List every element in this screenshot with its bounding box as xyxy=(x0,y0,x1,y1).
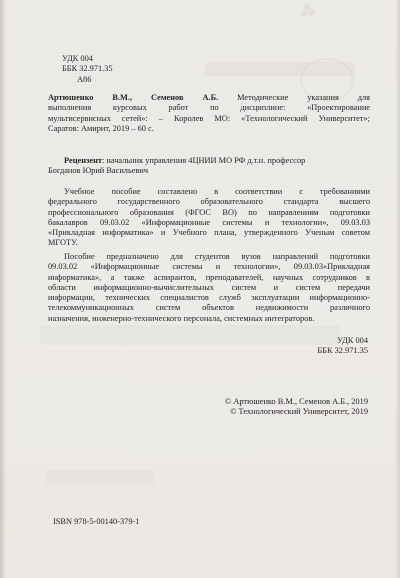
page-left-shadow xyxy=(0,0,6,578)
paragraph-line: МГОТУ. xyxy=(48,238,78,248)
isbn-block xyxy=(53,517,253,527)
citation-line: Саратов: Амирит, 2019 – 60 с. xyxy=(48,123,154,133)
paragraph-line: профессионального образования (ФГОС ВО) по направлениям подготовки xyxy=(48,207,370,217)
classification-block xyxy=(62,54,182,85)
reviewer-label: Рецензент xyxy=(64,156,102,165)
paragraph-line: Учебное пособие составлено в соответствии с требованиями xyxy=(64,187,370,196)
reviewer-block xyxy=(48,156,370,177)
citation-authors-2: Семенов А.Б. xyxy=(151,93,219,102)
classification-repeat xyxy=(250,336,368,357)
paragraph-line: области информационно-вычислительных систем и систем передачи xyxy=(48,282,370,292)
page-right-shadow xyxy=(395,0,400,578)
paragraph-line: «Прикладная информатика» и Учебного плана, утвержденного Ученым советом xyxy=(48,228,370,238)
isbn-number: ISBN 978-5-00140-379-1 xyxy=(53,517,140,526)
paragraph-line: 09.03.02 «Информационные системы и технологии», 09.03.03«Прикладная xyxy=(48,262,370,272)
paragraph-line: назначения, инженерно-технического персонала, системных интеграторов. xyxy=(48,313,315,323)
author-mark: А86 xyxy=(77,74,92,84)
bbk-code: ББК 32.971.35 xyxy=(62,64,113,74)
copyright-block xyxy=(190,397,368,418)
bbk-code-repeat: ББК 32.971.35 xyxy=(317,346,368,356)
paragraph-line: телекоммуникационных систем объектов недвижимости различного xyxy=(48,303,370,313)
paragraph-audience xyxy=(48,252,370,324)
paragraph-line: бакалавров 09.03.02 «Информационные системы и технологии», 09.03.03 xyxy=(48,217,370,227)
citation-line: мультисервисных сетей»: – Королев МО: «Технологический Университет»; xyxy=(48,113,370,123)
citation-first-line xyxy=(48,93,370,103)
copyright-publisher: © Технологический Университет, 2019 xyxy=(230,407,368,417)
citation-title: Методические указания для xyxy=(237,93,371,102)
bleed-through-text xyxy=(45,470,155,484)
paragraph-purpose xyxy=(48,187,370,249)
paragraph-line: информации, технических специалистов служб эксплуатации информационно- xyxy=(48,293,370,303)
reviewer-first-line xyxy=(48,156,370,166)
paragraph-line: Пособие предназначено для студентов вузов направлений подготовки xyxy=(64,252,370,261)
citation-authors: Артюшенко В.М., xyxy=(48,93,133,102)
udk-code-repeat: УДК 004 xyxy=(337,336,368,345)
citation-line: выполнения курсовых работ по дисциплине: «Проектирование xyxy=(48,103,370,113)
udk-code: УДК 004 xyxy=(62,54,93,63)
reviewer-position: : начальник управления 4ЦНИИ МО РФ д.т.н. профессор xyxy=(101,156,306,165)
citation-block xyxy=(48,93,370,134)
bleed-through-mark: ⁂ xyxy=(299,2,316,21)
paragraph-line: федерального государственного образовательного стандарта высшего xyxy=(48,197,370,207)
copyright-authors: © Артюшенко В.М., Семенов А.Б., 2019 xyxy=(224,397,368,406)
paragraph-line: информатика», а также аспирантов, преподавателей, научных сотрудников в xyxy=(48,272,370,282)
reviewer-name: Богданов Юрий Васильевич xyxy=(48,166,149,176)
